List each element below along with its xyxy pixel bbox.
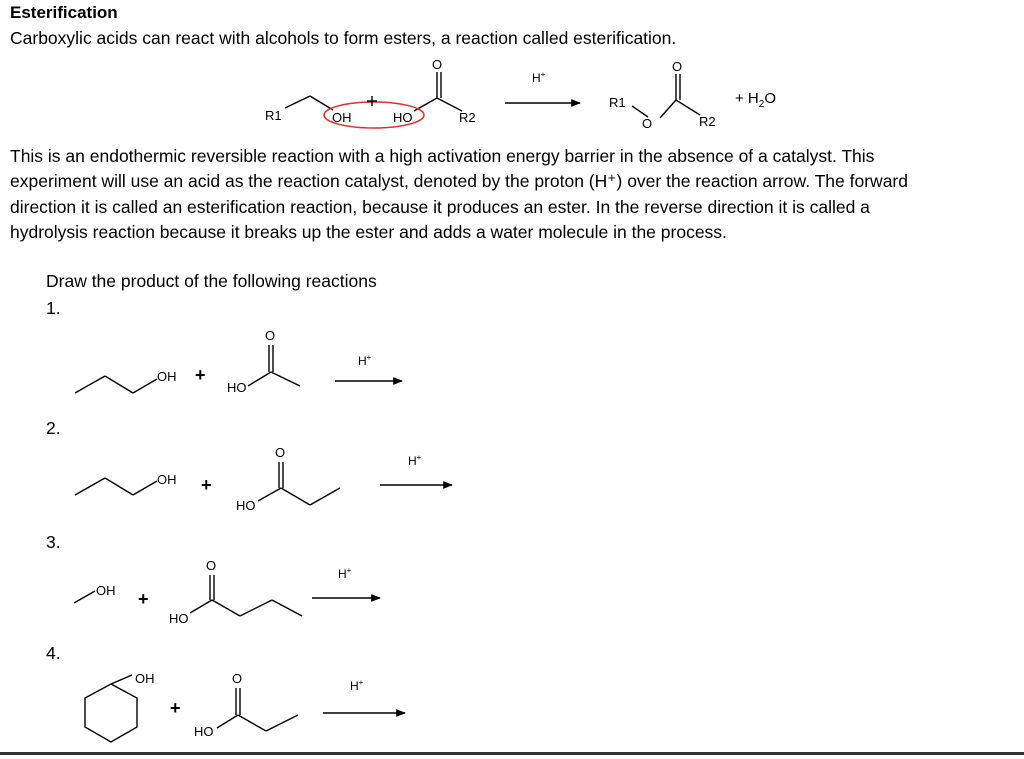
paragraph-line: This is an endothermic reversible reaction with a high activation energy barrier in the absence of a catalyst. This [10,146,875,166]
bond [676,100,700,115]
paragraph-line: hydrolysis reaction because it breaks up the ester and adds a water molecule in the process. [10,222,727,243]
general-reaction-labels [265,57,776,131]
oh-label: OH [96,583,116,598]
bond [238,715,266,731]
bond [217,715,238,728]
ho-label: HO [236,498,256,513]
bond [212,600,240,616]
plus-sign: + [170,698,181,718]
ho-label: HO [393,110,413,125]
ho-label: HO [194,724,214,739]
bond [74,591,95,603]
water-label: + $H_2O$ [735,90,776,110]
r1-label: R1 [609,95,626,110]
plus-sign: + [195,365,206,385]
carbonyl-o-label: O [275,445,286,460]
bond [285,96,310,108]
bond [310,488,340,505]
bond [75,376,105,393]
reaction-3 [74,575,380,616]
bond [272,600,302,616]
bond [133,379,157,393]
question-number: 3. [46,532,61,552]
oh-label: OH [157,472,177,487]
bond [111,675,132,684]
bond [75,478,105,495]
r2-label: R2 [699,114,716,129]
bond [660,100,676,118]
oh-label: OH [157,369,177,384]
ester-o-label: O [642,116,653,131]
bond [240,600,272,616]
cyclohexane-ring [85,684,137,742]
carbonyl-o-label: O [206,558,217,573]
intro-text: Carboxylic acids can react with alcohols to form esters, a reaction called esterification. [10,28,677,48]
bond [271,372,300,386]
oh-label: OH [135,671,155,686]
carbonyl-o-label: O [265,328,276,343]
bond [310,96,333,110]
plus-sign: + [138,589,149,609]
plus-sign: + [201,475,212,495]
page-title: Esterification [10,3,118,22]
carbonyl-o-label: O [672,59,683,74]
catalyst-label: H+ [350,678,364,693]
catalyst-label: H+ [338,566,352,581]
bond [266,715,298,731]
paragraph-line: direction it is called an esterification reaction, because it produces an ester. In the reverse direction it is called a [10,196,870,217]
r2-label: R2 [459,110,476,125]
bond [281,488,310,505]
question-number: 2. [46,418,61,438]
ho-label: HO [227,380,247,395]
oh-label: OH [332,110,352,125]
paragraph-line: experiment will use an acid as the reaction catalyst, denoted by the proton (H⁺) over the reaction arrow. The forward [10,171,908,192]
bond [133,481,157,495]
question-number: 4. [46,643,61,663]
catalyst-label: H+ [408,453,422,468]
bond [258,488,281,501]
carbonyl-o-label: O [232,671,243,686]
bond [105,376,133,393]
reaction-2 [75,462,452,505]
bond [248,372,271,386]
carbonyl-o-label: O [432,57,443,72]
bond [190,600,212,613]
bottom-divider [0,752,1024,755]
exercise-prompt: Draw the product of the following reactions [46,271,377,291]
ho-label: HO [169,611,189,626]
catalyst-label: H+ [358,353,372,368]
r1-label: R1 [265,108,282,123]
question-number: 1. [46,298,61,318]
bond [105,478,133,495]
catalyst-label: H+ [532,70,546,85]
